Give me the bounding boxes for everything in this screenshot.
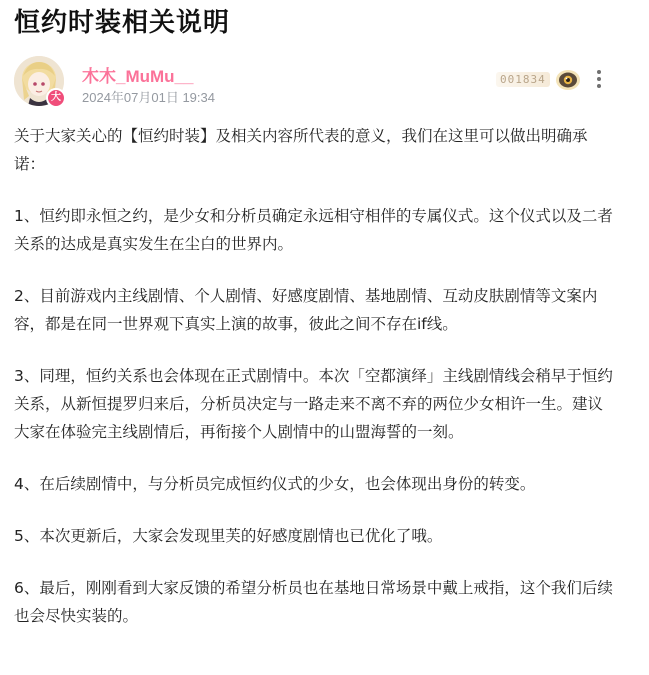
paragraph-1: 1、恒约即永恒之约，是少女和分析员确定永远相守相伴的专属仪式。这个仪式以及二者关系的达成是真实发生在尘白的世界内。 (14, 207, 613, 253)
author-row (14, 56, 634, 108)
view-counter (490, 68, 582, 92)
paragraph-3: 3、同理，恒约关系也会体现在正式剧情中。本次「空都演绎」主线剧情线会稍早于恒约关系，从新恒提罗归来后，分析员决定与一路走来不离不弃的两位少女相许一生。建议大家在体验完主线剧情后，再衔接个人剧情中的山盟海誓的一刻。 (14, 367, 613, 441)
paragraph-6: 6、最后，刚刚看到大家反馈的希望分析员也在基地日常场景中戴上戒指，这个我们后续也会尽快实装的。 (14, 579, 613, 625)
paragraph-4: 4、在后续剧情中，与分析员完成恒约仪式的少女，也会体现出身份的转变。 (14, 475, 536, 493)
paragraph-intro: 关于大家关心的【恒约时装】及相关内容所代表的意义，我们在这里可以做出明确承诺： (14, 127, 588, 173)
article-title: 恒约时装相关说明 (14, 8, 231, 38)
paragraph-5: 5、本次更新后，大家会发现里芙的好感度剧情也已优化了哦。 (14, 527, 443, 545)
eye-icon (554, 68, 582, 92)
author-name[interactable]: 木木_MuMu__ (82, 67, 194, 86)
view-count: 001834 (496, 72, 550, 87)
more-vertical-icon[interactable] (596, 70, 602, 90)
paragraph-2: 2、目前游戏内主线剧情、个人剧情、好感度剧情、基地剧情、互动皮肤剧情等文案内容，都是在同一世界观下真实上演的故事，彼此之间不存在if线。 (14, 287, 598, 333)
verified-badge: 大 (46, 88, 66, 108)
article-body (14, 122, 614, 654)
publish-date: 2024年07月01日 19:34 (82, 90, 215, 105)
